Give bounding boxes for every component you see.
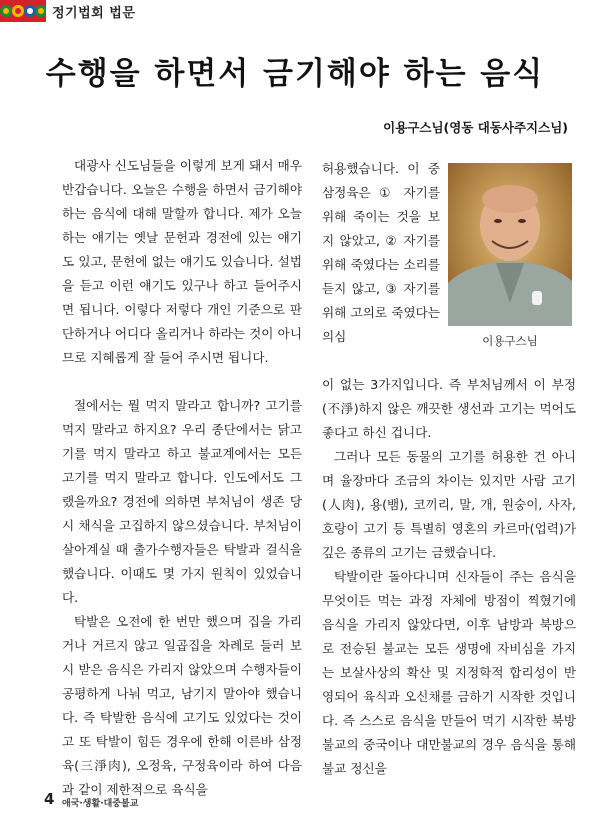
right-column-top [322,157,440,349]
paragraph: 탁발은 오전에 한 번만 했으며 집을 가리거나 거르지 않고 일곱집을 차례로 들러 보시 받은 음식은 가리지 않았으며 수행자들이 공평하게 나눠 먹고, 남기지 말아야 했습니다. 즉 탁발한 음식에 고기도 있었다는 것이고 또 탁발이 힘든 경우에 한해 이른바 삼정육(三淨肉), 오정육, 구정육이라 하여 다음과 같이 제한적으로 육식을 [62,614,302,797]
right-column-bottom [322,373,576,781]
monk-portrait-photo [448,163,572,326]
paragraph: 이 없는 3가지입니다. 즉 부처님께서 이 부정(不淨)하지 않은 깨끗한 생선과 고기는 먹어도 좋다고 하신 겁니다. [322,377,576,440]
photo-caption: 이용구스님 [482,334,538,348]
paragraph: 대광사 신도님들을 이렇게 보게 돼서 매우 반갑습니다. 오늘은 수행을 하면서 금기해야 하는 음식에 대해 말할까 합니다. 제가 오늘 하는 얘기는 옛날 문헌과 경전에 있는 얘기도 있고, 문헌에 없는 얘기도 있습니다. 설법을 듣고 이런 얘기도 있구나 하고 들어주시면 됩니다. 이렇다 저렇다 개인 기준으로 판단하거나 어디다 올리거나 하라는 것이 아니므로 지혜롭게 잘 들어 주시면 됩니다. [62,158,302,365]
section-label: 정기법회 법문 [52,6,136,21]
author-byline: 이용구스님(영동 대동사주지스님) [383,120,568,135]
paragraph: 그러나 모든 동물의 고기를 허용한 건 아니며 율장마다 조금의 차이는 있지만 사람 고기(人肉), 용(뱀), 코끼리, 말, 개, 원숭이, 사자, 호랑이 고기 등 특별히 영혼의 카르마(업력)가 깊은 종류의 고기는 금했습니다. [322,449,576,560]
paragraph: 탁발이란 돌아다니며 신자들이 주는 음식을 무엇이든 먹는 과정 자체에 방점이 찍혔기에 음식을 가리지 않았다면, 이후 남방과 북방으로 전승된 불교는 모든 생명에 자비심을 가지는 보살사상의 확산 및 지정학적 합리성이 반영되어 육식과 오신채를 금하기 시작한 것입니다. 즉 스스로 음식을 만들어 먹기 시작한 북방불교의 중국이나 대만불교의 경우 음식을 통해 불교 정신을 [322,569,576,776]
paragraph: 절에서는 뭘 먹지 말라고 합니까? 고기를 먹지 말라고 하지요? 우리 종단에서는 닭고기를 먹지 말라고 하고 불교계에서는 모든 고기를 먹지 말라고 합니다. 인도에서도 그랬을까요? 경전에 의하면 부처님이 생존 당시 채식을 고집하지 않으셨습니다. 부처님이 살아계실 때 출가수행자들은 탁발과 걸식을 했습니다. 이때도 몇 가지 원칙이 있었습니다. [62,398,302,605]
paragraph: 허용했습니다. 이 중 삼정육은 ① 자기를 위해 죽이는 것을 보지 않았고, ② 자기를 위해 죽였다는 소리를 듣지 않고, ③ 자기를 위해 고의로 죽였다는 의심 [322,161,440,344]
article-title: 수행을 하면서 금기해야 하는 음식 [45,56,545,92]
publication-name: 애국·생활·대중불교 [62,799,139,809]
decorative-pattern-icon [0,0,46,22]
left-column [62,154,302,802]
page-number: 4 [44,790,55,808]
